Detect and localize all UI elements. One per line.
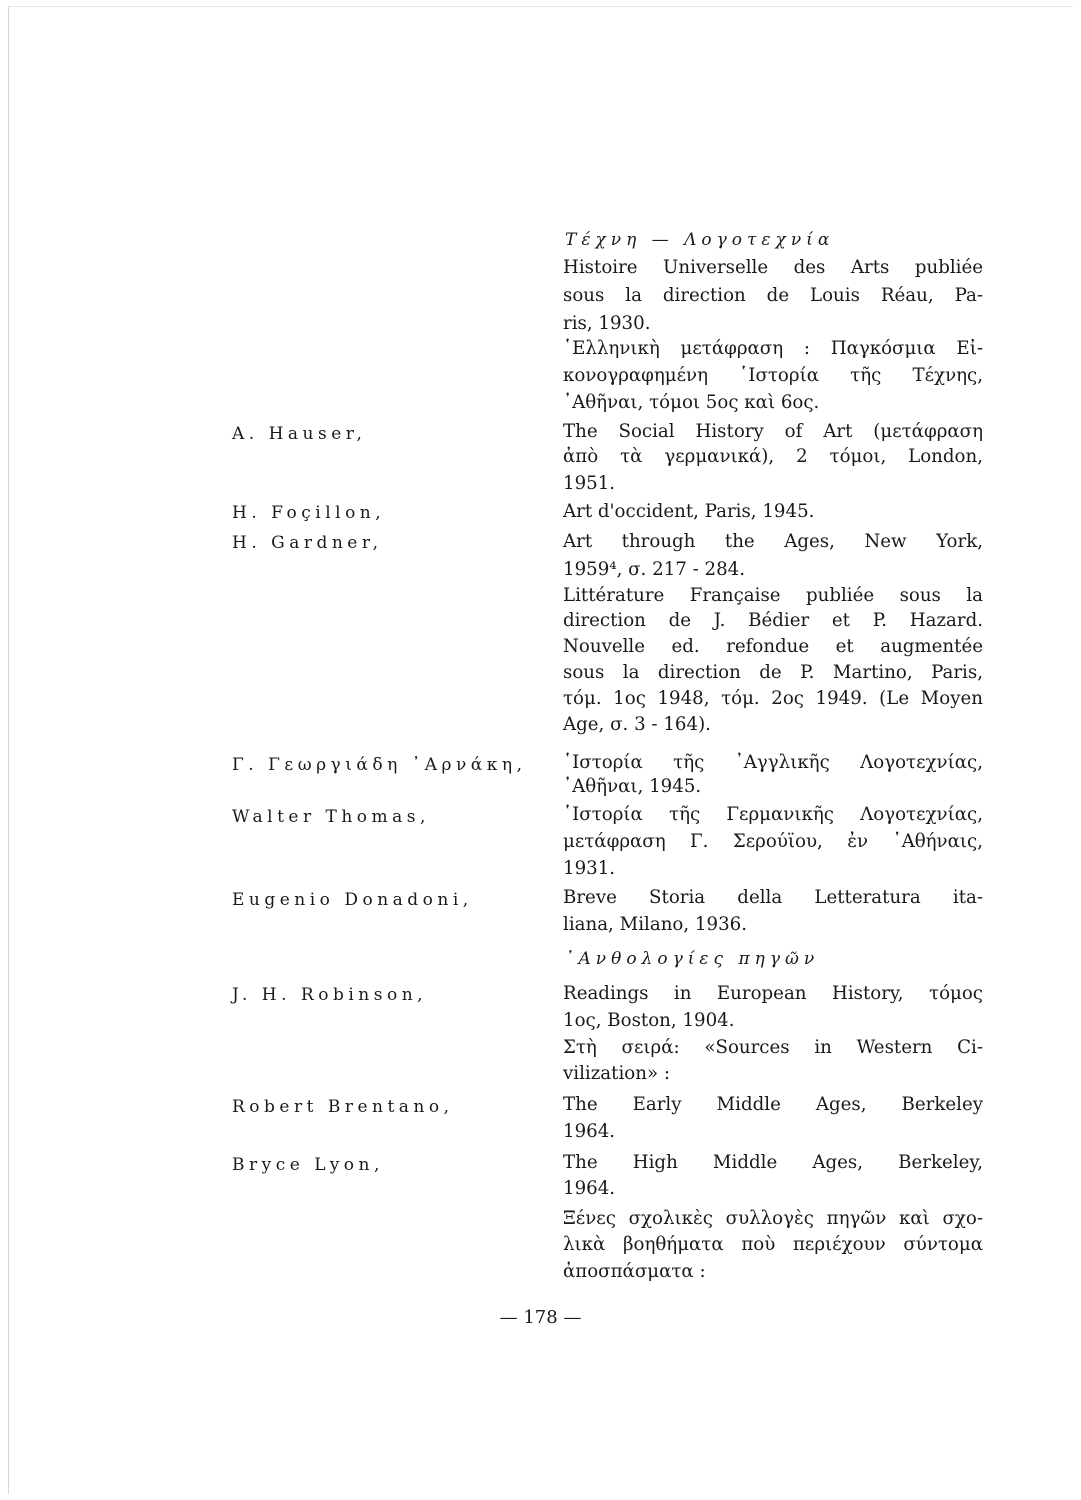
author-hauser: A. Hauser, — [232, 424, 367, 444]
author-arnaki: Γ. Γεωργιάδη ᾿Αρνάκη, — [232, 755, 527, 775]
text-line: ῾Ιστορία τῆς ᾿Αγγλικῆς Λογοτεχνίας, — [563, 752, 983, 773]
text-line: sous la direction de P. Martino, Paris, — [563, 662, 983, 683]
text-line: Breve Storia della Letteratura ita- — [563, 887, 983, 908]
text-line: 1959⁴, σ. 217 - 284. — [563, 559, 746, 580]
text-line: Art through the Ages, New York, — [563, 531, 983, 552]
text-line: The High Middle Ages, Berkeley, — [563, 1152, 983, 1173]
text-line: Littérature Française publiée sous la — [563, 585, 983, 606]
author-lyon: Bryce Lyon, — [232, 1155, 384, 1175]
text-line: vilization» : — [563, 1063, 670, 1084]
text-line: ἀπὸ τὰ γερμανικά), 2 τόμοι, London, — [563, 446, 983, 467]
section-heading-anthologies: ᾿Ανθολογίες πηγῶν — [565, 949, 820, 969]
text-line: The Early Middle Ages, Berkeley — [563, 1094, 983, 1115]
page-number: — 178 — — [499, 1307, 582, 1328]
text-line: Age, σ. 3 - 164). — [563, 714, 711, 735]
text-line: ῾Ελληνικὴ μετάφραση : Παγκόσμια Εἰ- — [563, 338, 983, 359]
author-thomas: Walter Thomas, — [232, 807, 430, 827]
author-donadoni: Eugenio Donadoni, — [232, 890, 473, 910]
text-line: Nouvelle ed. refondue et augmentée — [563, 636, 983, 657]
text-line: ἀποσπάσματα : — [563, 1261, 706, 1282]
text-line: 1964. — [563, 1178, 616, 1199]
text-line: 1964. — [563, 1121, 616, 1142]
text-line: Art d'occident, Paris, 1945. — [563, 501, 815, 522]
text-line: ῾Ιστορία τῆς Γερμανικῆς Λογοτεχνίας, — [563, 804, 983, 825]
author-focillon: H. Foçillon, — [232, 503, 386, 523]
text-line: Στὴ σειρά: «Sources in Western Ci- — [563, 1037, 983, 1058]
text-line: ᾿Αθῆναι, τόμοι 5ος καὶ 6ος. — [563, 392, 820, 413]
author-brentano: Robert Brentano, — [232, 1097, 454, 1117]
text-line: λικὰ βοηθήματα ποὺ περιέχουν σύντομα — [563, 1234, 983, 1255]
text-line: sous la direction de Louis Réau, Pa- — [563, 285, 983, 306]
text-line: liana, Milano, 1936. — [563, 914, 747, 935]
text-line: 1ος, Boston, 1904. — [563, 1010, 735, 1031]
author-robinson: J. H. Robinson, — [232, 985, 428, 1005]
text-line: Histoire Universelle des Arts publiée — [563, 257, 983, 278]
text-line: Ξένες σχολικὲς συλλογὲς πηγῶν καὶ σχο- — [563, 1208, 983, 1229]
text-line: The Social History of Art (μετάφραση — [563, 421, 983, 442]
text-line: Readings in European History, τόμος — [563, 983, 983, 1004]
text-line: 1951. — [563, 473, 616, 494]
text-line: μετάφραση Γ. Σερούϊου, ἐν ᾿Αθήναις, — [563, 831, 983, 852]
text-line: ᾿Αθῆναι, 1945. — [563, 776, 702, 797]
author-gardner: H. Gardner, — [232, 533, 383, 553]
section-heading-art-literature: Τέχνη — Λογοτεχνία — [565, 230, 835, 250]
text-line: direction de J. Bédier et P. Hazard. — [563, 610, 983, 631]
text-line: τόμ. 1ος 1948, τόμ. 2ος 1949. (Le Moyen — [563, 688, 983, 709]
text-line: κονογραφημένη ῾Ιστορία τῆς Τέχνης, — [563, 365, 983, 386]
text-line: 1931. — [563, 858, 616, 879]
text-line: ris, 1930. — [563, 313, 651, 334]
